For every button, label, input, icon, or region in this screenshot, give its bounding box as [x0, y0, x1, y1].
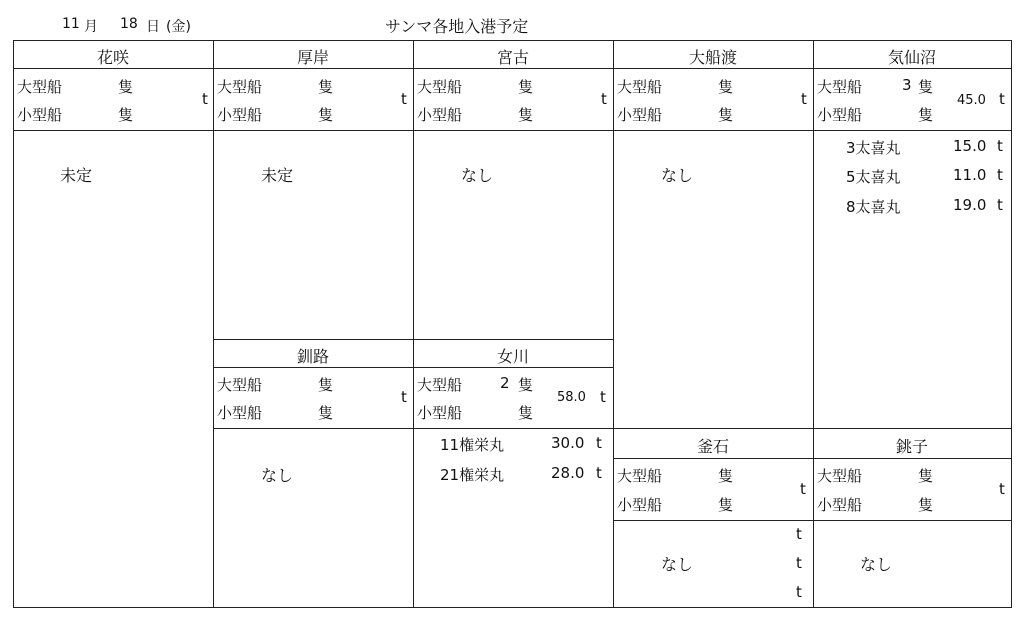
ton-unit: t [796, 525, 802, 543]
small-ship-label: 小型船 [617, 496, 663, 514]
tons-onagawa: 58.0 [557, 390, 586, 405]
ton-unit: t [997, 196, 1003, 214]
ship-unit: 隻 [518, 404, 534, 422]
ton-unit: t [999, 480, 1005, 498]
ship-tons: 19.0 [953, 196, 987, 214]
small-ship-label: 小型船 [417, 106, 463, 124]
ship-unit: 隻 [318, 376, 334, 394]
ton-unit: t [800, 480, 806, 498]
ship-tons: 30.0 [551, 434, 585, 452]
date-weekday: (金) [166, 19, 191, 35]
ton-unit: t [796, 583, 802, 601]
ship-unit: 隻 [518, 376, 534, 394]
ship-tons: 28.0 [551, 464, 585, 482]
small-ship-label: 小型船 [217, 106, 263, 124]
ship-name: 8太喜丸 [846, 198, 901, 216]
port-name-kamaishi: 釜石 [696, 437, 729, 456]
ship-unit: 隻 [318, 404, 334, 422]
date-day: 18 [120, 16, 138, 32]
ship-unit: 隻 [118, 78, 134, 96]
port-name-kesennuma: 気仙沼 [887, 48, 936, 67]
small-ship-label: 小型船 [217, 404, 263, 422]
port-name-onagawa: 女川 [496, 347, 529, 366]
ship-unit: 隻 [318, 78, 334, 96]
ship-name: 3太喜丸 [846, 139, 901, 157]
status-hanasaki: 未定 [60, 166, 93, 185]
large-ship-label: 大型船 [817, 78, 863, 96]
page-title: サンマ各地入港予定 [385, 17, 529, 36]
ton-unit: t [801, 90, 807, 108]
status-choshi: なし [860, 555, 893, 574]
status-miyako: なし [461, 166, 494, 185]
ship-unit: 隻 [718, 467, 734, 485]
ship-unit: 隻 [518, 106, 534, 124]
port-name-akkeshi: 厚岸 [296, 48, 329, 67]
large-ship-label: 大型船 [417, 78, 463, 96]
ship-unit: 隻 [918, 106, 934, 124]
ship-unit: 隻 [118, 106, 134, 124]
small-ship-label: 小型船 [617, 106, 663, 124]
ton-unit: t [600, 388, 606, 406]
large-ship-label: 大型船 [17, 78, 63, 96]
ship-name: 11権栄丸 [440, 436, 505, 454]
large-ship-label: 大型船 [617, 467, 663, 485]
status-kushiro: なし [261, 466, 294, 485]
port-name-kushiro: 釧路 [296, 347, 329, 366]
ton-unit: t [401, 388, 407, 406]
ship-name: 21権栄丸 [440, 466, 505, 484]
tons-kesennuma: 45.0 [957, 93, 986, 108]
ship-unit: 隻 [718, 106, 734, 124]
port-name-miyako: 宮古 [496, 48, 529, 67]
ship-unit: 隻 [918, 78, 934, 96]
ship-unit: 隻 [518, 78, 534, 96]
large-count-onagawa: 2 [500, 374, 510, 392]
port-name-hanasaki: 花咲 [96, 48, 129, 67]
ton-unit: t [202, 90, 208, 108]
status-kamaishi: なし [661, 555, 694, 574]
ship-tons: 15.0 [953, 137, 987, 155]
large-ship-label: 大型船 [217, 78, 263, 96]
status-akkeshi: 未定 [261, 166, 294, 185]
ship-unit: 隻 [318, 106, 334, 124]
ship-unit: 隻 [918, 467, 934, 485]
ton-unit: t [601, 90, 607, 108]
ton-unit: t [796, 554, 802, 572]
ship-name: 5太喜丸 [846, 168, 901, 186]
status-ofunato: なし [661, 166, 694, 185]
port-name-choshi: 銚子 [895, 437, 928, 456]
port-name-ofunato: 大船渡 [688, 48, 737, 67]
large-ship-label: 大型船 [217, 376, 263, 394]
ship-unit: 隻 [718, 78, 734, 96]
large-ship-label: 大型船 [817, 467, 863, 485]
ship-unit: 隻 [918, 496, 934, 514]
ton-unit: t [401, 90, 407, 108]
small-ship-label: 小型船 [817, 106, 863, 124]
ton-unit: t [596, 464, 602, 482]
ton-unit: t [997, 166, 1003, 184]
date-month-unit: 月 [84, 19, 98, 35]
ship-unit: 隻 [718, 496, 734, 514]
date-month: 11 [62, 16, 80, 32]
large-ship-label: 大型船 [417, 376, 463, 394]
ton-unit: t [997, 137, 1003, 155]
small-ship-label: 小型船 [17, 106, 63, 124]
large-ship-label: 大型船 [617, 78, 663, 96]
ship-tons: 11.0 [953, 166, 987, 184]
date-day-unit: 日 [146, 19, 160, 35]
small-ship-label: 小型船 [817, 496, 863, 514]
ton-unit: t [999, 90, 1005, 108]
large-count-kesennuma: 3 [902, 76, 912, 94]
ton-unit: t [596, 434, 602, 452]
small-ship-label: 小型船 [417, 404, 463, 422]
